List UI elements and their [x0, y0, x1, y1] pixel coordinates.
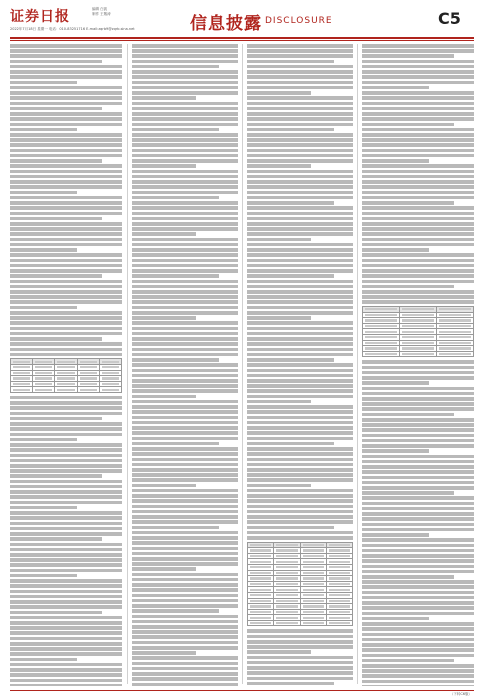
- column-divider: [357, 44, 358, 684]
- text-column-4: [362, 44, 474, 686]
- column-divider: [242, 44, 243, 684]
- data-table: [247, 542, 353, 627]
- page-header: [0, 0, 484, 40]
- header-rule-thin: [10, 40, 474, 41]
- continued-note: （下转C6版）: [449, 692, 472, 696]
- section-title-en: DISCLOSURE: [265, 16, 333, 26]
- issue-meta: 2022年7月18日 星期一 电话：010-83251716 E-mail:zqrb9@zqrb.sina.net: [10, 27, 135, 31]
- data-table: [362, 306, 474, 357]
- text-column-2: [132, 44, 238, 686]
- section-title: 信息披露: [190, 14, 262, 34]
- data-table: [10, 358, 122, 393]
- text-column-1: [10, 44, 122, 686]
- column-divider: [127, 44, 128, 684]
- newspaper-logo: 证券日报: [10, 9, 70, 25]
- editor-info: 编辑 白凯 制作 王敬涛: [92, 7, 111, 16]
- page-number: C5: [438, 9, 461, 28]
- text-column-3: [247, 44, 353, 686]
- header-rule: [10, 37, 474, 39]
- footer-rule: [10, 690, 474, 691]
